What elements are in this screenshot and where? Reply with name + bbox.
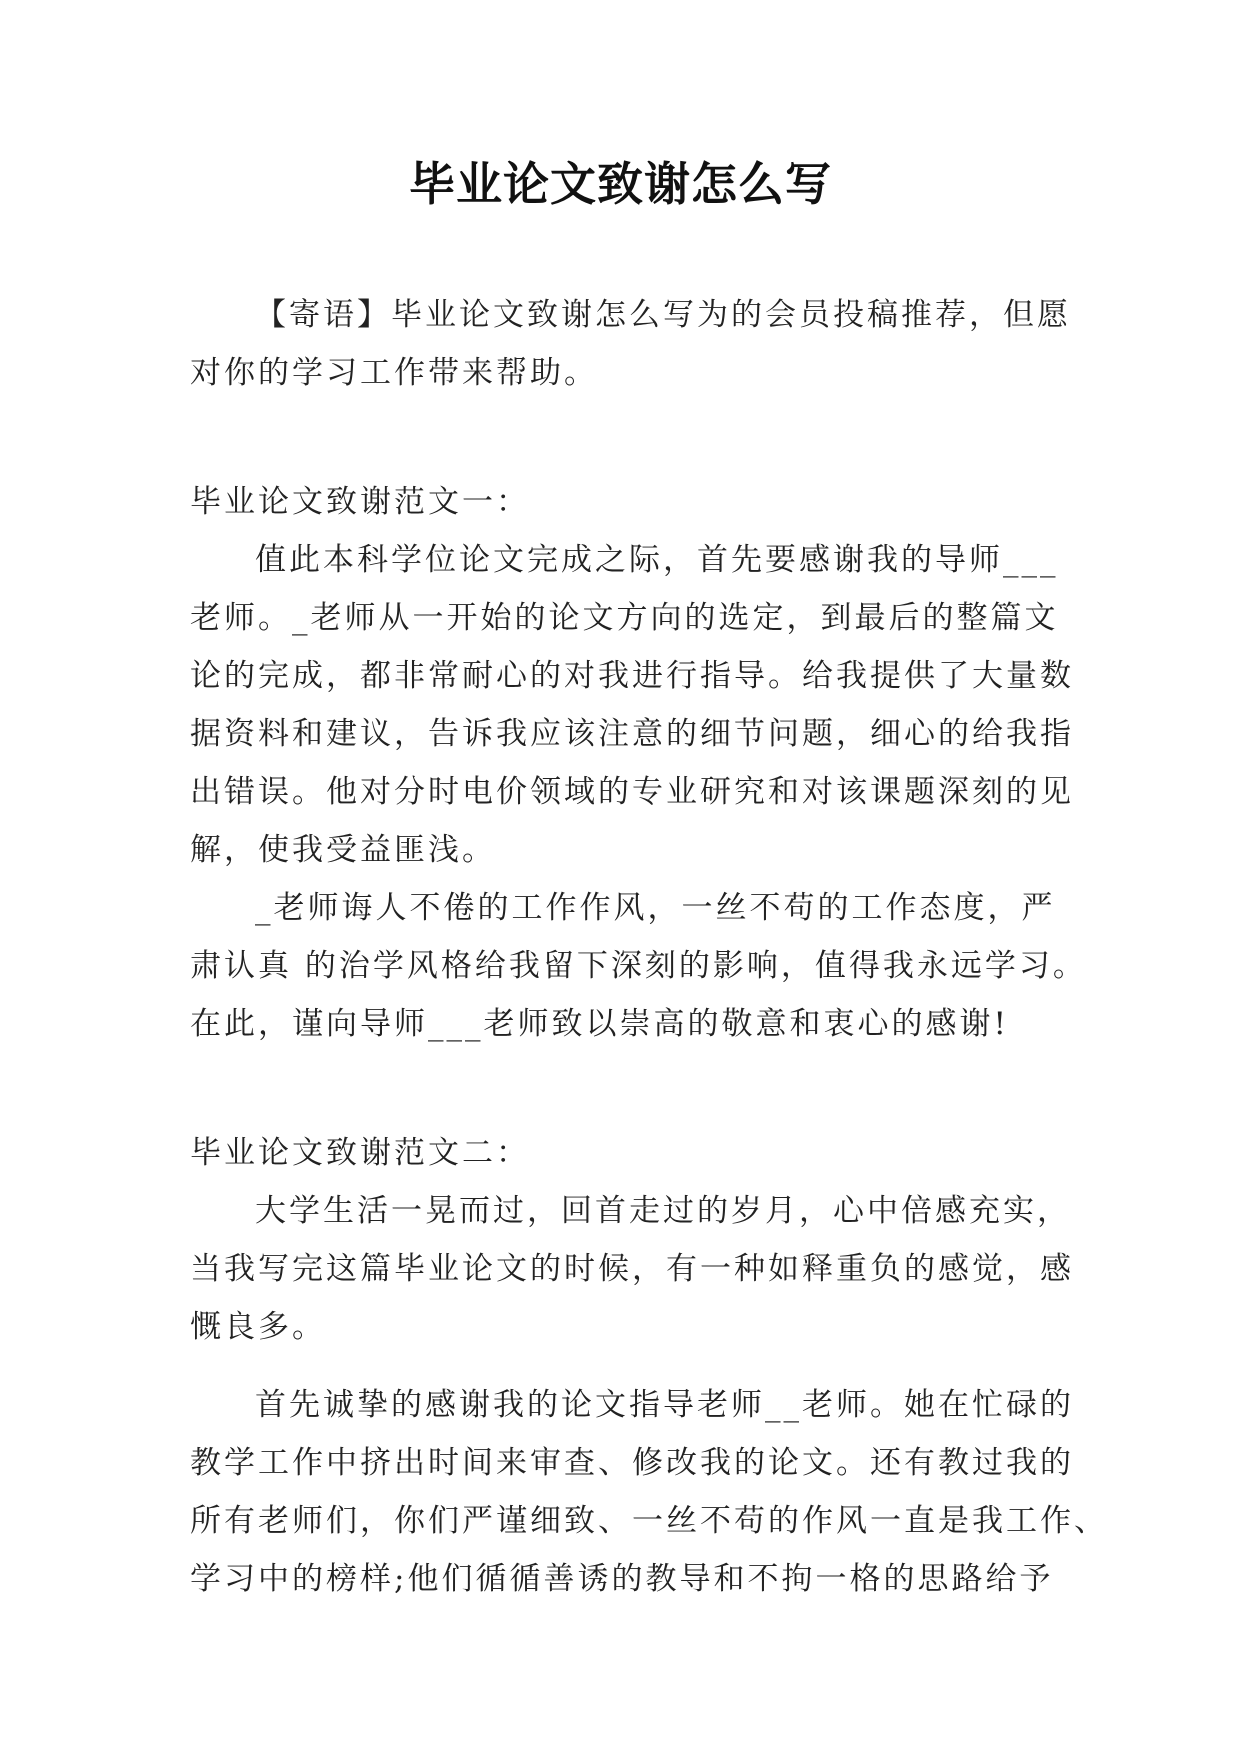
spacer — [190, 1356, 1050, 1376]
paragraph-line: 值此本科学位论文完成之际，首先要感谢我的导师___ — [255, 542, 1059, 578]
paragraph-line: _老师诲人不倦的工作作风，一丝不苟的工作态度，严 — [255, 890, 1056, 926]
document-title: 毕业论文致谢怎么写 — [409, 157, 832, 211]
section-heading: 毕业论文致谢范文一： — [190, 484, 530, 520]
paragraph-line: 慨良多。 — [190, 1309, 326, 1345]
document-body — [190, 286, 1108, 1608]
paragraph-line: 出错误。他对分时电价领域的专业研究和对该课题深刻的见 — [190, 774, 1074, 810]
section-heading: 毕业论文致谢范文二： — [190, 1135, 530, 1171]
paragraph-line: 学习中的榜样;他们循循善诱的教导和不拘一格的思路给予 — [190, 1561, 1054, 1597]
spacer — [190, 1053, 1050, 1124]
intro-line: 【寄语】毕业论文致谢怎么写为的会员投稿推荐，但愿 — [255, 297, 1071, 333]
paragraph-line: 据资料和建议，告诉我应该注意的细节问题，细心的给我指 — [190, 716, 1074, 752]
intro-line: 对你的学习工作带来帮助。 — [190, 355, 598, 391]
paragraph-line: 教学工作中挤出时间来审查、修改我的论文。还有教过我的 — [190, 1445, 1074, 1481]
paragraph — [190, 531, 1074, 879]
paragraph — [190, 1376, 1108, 1608]
intro-paragraph — [190, 286, 1071, 402]
paragraph — [190, 1182, 1074, 1356]
paragraph-line: 肃认真 的治学风格给我留下深刻的影响，值得我永远学习。 — [190, 948, 1087, 984]
paragraph-line: 所有老师们，你们严谨细致、一丝不苟的作风一直是我工作、 — [190, 1503, 1108, 1539]
paragraph-line: 在此，谨向导师___老师致以崇高的敬意和衷心的感谢! — [190, 1006, 1009, 1042]
paragraph-line: 论的完成，都非常耐心的对我进行指导。给我提供了大量数 — [190, 658, 1074, 694]
paragraph-line: 解，使我受益匪浅。 — [190, 832, 496, 868]
spacer — [190, 402, 1050, 473]
paragraph — [190, 879, 1087, 1053]
paragraph-line: 首先诚挚的感谢我的论文指导老师__老师。她在忙碌的 — [255, 1387, 1074, 1423]
paragraph-line: 当我写完这篇毕业论文的时候，有一种如释重负的感觉，感 — [190, 1251, 1074, 1287]
paragraph-line: 老师。_老师从一开始的论文方向的选定，到最后的整篇文 — [190, 600, 1059, 636]
paragraph-line: 大学生活一晃而过，回首走过的岁月，心中倍感充实， — [255, 1193, 1071, 1229]
